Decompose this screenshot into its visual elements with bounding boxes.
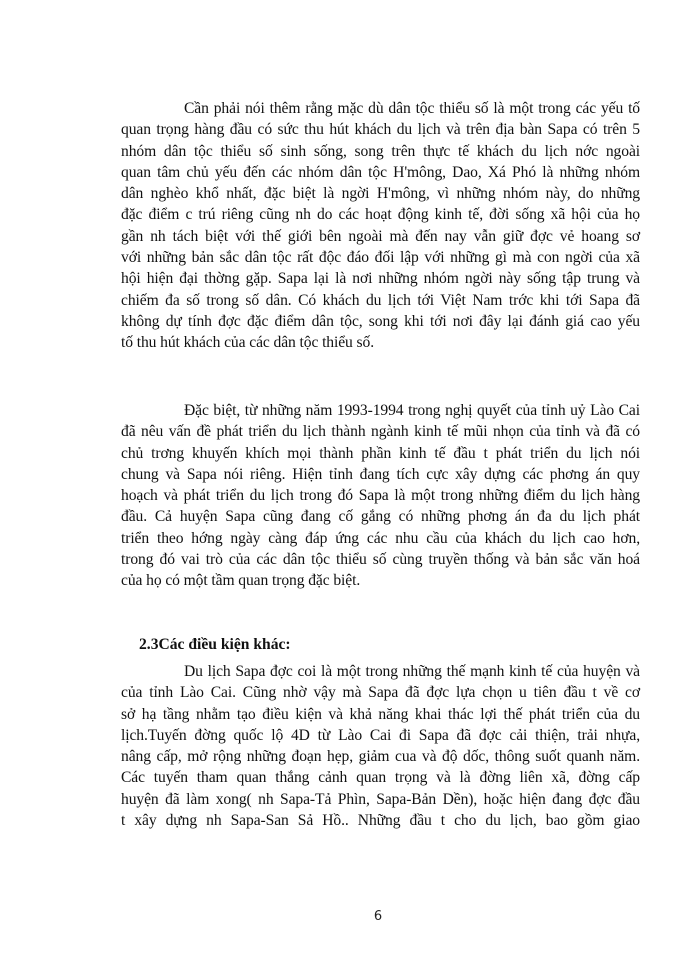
text-line: quan tâm chủ yếu đến các nhóm dân tộc H'mông, Dao, Xá Phó là những nhóm	[121, 163, 640, 181]
text-line: dân nghèo khổ nhất, đặc biệt là ngời H'mông, vì những nhóm này, do những	[121, 185, 640, 203]
paragraph-provincial-policy	[121, 400, 640, 592]
text-line: triển theo hớng ngày càng đáp ứng các nhu cầu của khách du lịch cao hơn,	[121, 529, 640, 547]
text-line: nhóm dân tộc thiểu số sinh sống, song trên thực tế khách du lịch nớc ngoài	[121, 142, 640, 160]
text-line: đặc điểm c trú riêng cũng nh do các hoạt động kinh tế, đời sống xã hội của họ	[121, 206, 640, 224]
text-line: quan trọng hàng đầu có sức thu hút khách du lịch và trên địa bàn Sapa có trên 5	[121, 121, 640, 139]
text-line: không dự tính đợc đặc điểm dân tộc, song khi tới nơi đây lại đánh giá cao yếu	[121, 312, 640, 330]
text-line: của họ có một tầm quan trọng đặc biệt.	[121, 572, 361, 590]
text-line: lịch.Tuyến đờng quốc lộ 4D từ Lào Cai đi Sapa đã đợc cải thiện, trải nhựa,	[121, 726, 640, 744]
text-line: Du lịch Sapa đợc coi là một trong những thế mạnh kinh tế của huyện và	[184, 663, 640, 680]
paragraph-other-conditions	[121, 661, 640, 831]
text-line: tố thu hút khách của các dân tộc thiểu số.	[121, 334, 375, 352]
text-line: trong đó vai trò của các dân tộc thiểu số cùng truyền thống và bản sắc văn hoá	[121, 551, 640, 569]
text-line: hội hiện đại thờng gặp. Sapa lại là nơi những nhóm ngời này sống tập trung và	[121, 270, 640, 288]
text-line: t xây dựng nh Sapa-San Sả Hồ.. Những đầu t cho du lịch, bao gồm giao	[121, 812, 640, 830]
text-line: chủ trơng khuyến khích mọi thành phần kinh tế đầu t phát triển du lịch nói	[121, 444, 640, 462]
section-heading: 2.3Các điều kiện khác:	[139, 636, 291, 653]
text-line: chung và Sapa nói riêng. Hiện tỉnh đang tích cực xây dựng các phơng án quy	[121, 465, 640, 483]
text-line: chiếm đa số trong số dân. Có khách du lịch tới Việt Nam trớc khi tới Sapa đã	[121, 291, 640, 309]
text-line: của tỉnh Lào Cai. Cũng nhờ vậy mà Sapa đã đợc lựa chọn u tiên đầu t về cơ	[121, 684, 640, 702]
text-line: đã nêu vấn đề phát triển du lịch thành ngành kinh tế mũi nhọn của tỉnh và đã có	[121, 423, 640, 441]
text-line: nâng cấp, mở rộng những đoạn hẹp, giảm cua và độ dốc, thông suốt quanh năm.	[121, 748, 640, 766]
text-line: Đặc biệt, từ những năm 1993-1994 trong nghị quyết của tỉnh uỷ Lào Cai	[184, 402, 640, 419]
text-line: với những bản sắc dân tộc rất độc đáo đối lập với những gì mà con ngời của xã	[121, 249, 640, 267]
text-line: huyện đã làm xong( nh Sapa-Tả Phìn, Sapa-Bản Dền), hoặc hiện đang đợc đầu	[121, 790, 640, 808]
page-number: 6	[373, 909, 383, 924]
text-line: hoạch và phát triển du lịch trong đó Sapa là một trong những điểm du lịch hàng	[121, 487, 640, 505]
text-line: sở hạ tầng nhằm tạo điều kiện và khả năng khai thác lợi thế phát triển của du	[121, 705, 640, 723]
text-line: Các tuyến tham quan thắng cảnh quan trọng và là đờng liên xã, đờng cấp	[121, 769, 640, 787]
text-line: gần nh tách biệt với thế giới bên ngoài mà đến nay vẫn giữ đợc vẻ hoang sơ	[121, 227, 640, 245]
text-line: đầu. Cả huyện Sapa cũng đang cố gắng có những phơng án đa du lịch phát	[121, 508, 640, 526]
paragraph-ethnic-minorities	[121, 98, 640, 354]
text-line: Cần phải nói thêm rằng mặc dù dân tộc thiểu số là một trong các yếu tố	[184, 100, 640, 117]
